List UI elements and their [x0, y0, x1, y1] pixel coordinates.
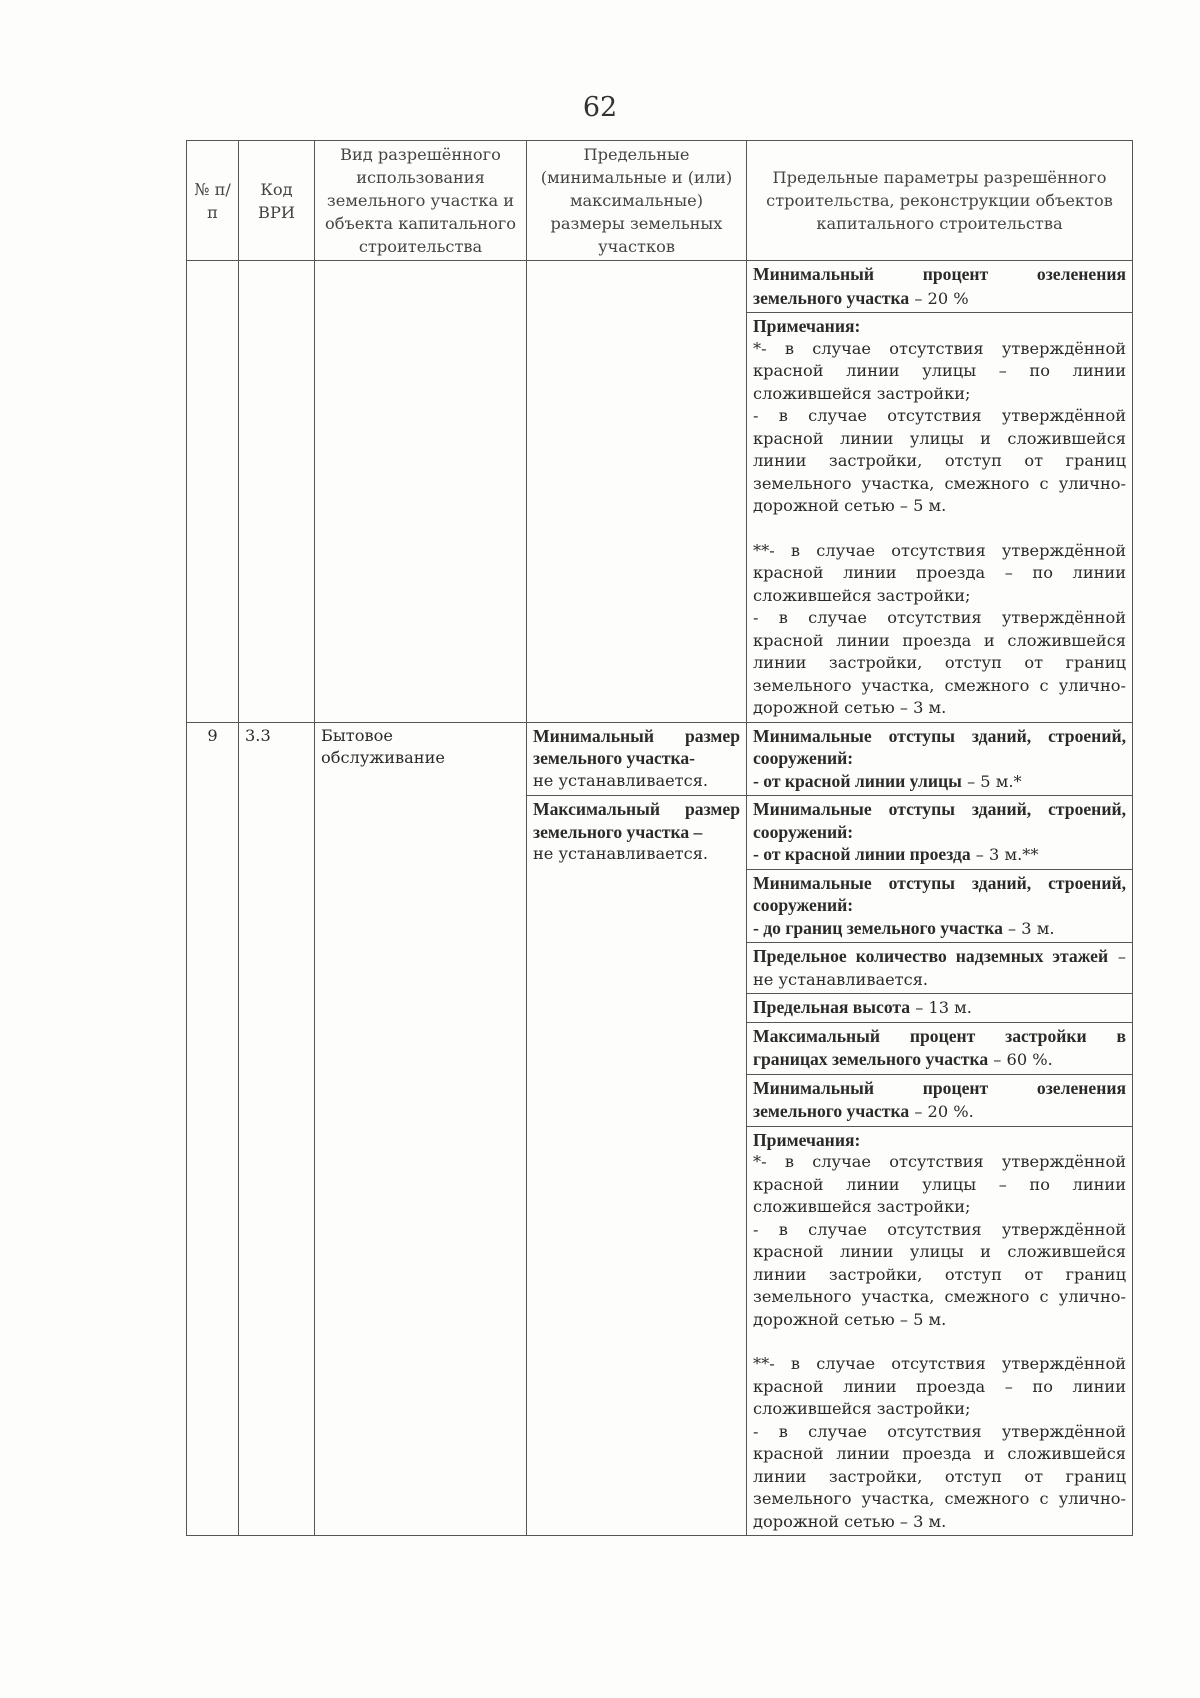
- cont-size-cell: [527, 261, 747, 723]
- note-1: *- в случае отсутствия утверждённой красной линии улицы – по линии сложившейся застройки;: [753, 338, 1126, 403]
- row9-note-2: - в случае отсутствия утверждённой красной линии улицы и сложившейся линии застройки, отступ от границ земельного участка, смежного с улично-дорожной сетью – 5 м.: [753, 1219, 1126, 1329]
- header-use-type: Вид разрешённого использования земельного участка и объекта капитального строительства: [315, 141, 527, 261]
- param-7-label: Минимальный процент озеленения земельного участка: [753, 1077, 1126, 1121]
- param-2-label: Минимальные отступы зданий, строений, сооружений:: [753, 799, 1126, 842]
- row9-param-4: [747, 943, 1133, 994]
- max-size-label: Максимальный размер земельного участка –: [533, 799, 740, 842]
- row9-notes-title: Примечания:: [753, 1129, 861, 1150]
- param-6-value: – 60 %.: [988, 1050, 1053, 1069]
- row9-use: Бытовое обслуживание: [315, 722, 527, 1536]
- param-1-label: Минимальные отступы зданий, строений, сооружений:: [753, 725, 1126, 768]
- row9-note-4: - в случае отсутствия утверждённой красной линии проезда и сложившейся линии застройки, отступ от границ земельного участка, смежного с улично-дорожной сетью – 3 м.: [753, 1421, 1126, 1531]
- row9-min-size: [527, 722, 747, 796]
- row9-param-2: [747, 796, 1133, 870]
- param-2-value: – 3 м.**: [970, 845, 1039, 864]
- param-3-label: Минимальные отступы зданий, строений, сооружений:: [753, 872, 1126, 915]
- cont-num-cell: [187, 261, 239, 723]
- row9-param-3: [747, 869, 1133, 943]
- green-value: – 20 %: [909, 288, 969, 308]
- note-2: - в случае отсутствия утверждённой красной линии улицы и сложившейся линии застройки, отступ от границ земельного участка, смежного с улично-дорожной сетью – 5 м.: [753, 406, 1126, 515]
- param-6-label: Максимальный процент застройки в границах земельного участка: [753, 1025, 1126, 1069]
- cont-code-cell: [239, 261, 315, 723]
- min-size-value: не устанавливается.: [533, 770, 709, 790]
- note-4: - в случае отсутствия утверждённой красной линии проезда и сложившейся линии застройки, отступ от границ земельного участка, смежного с улично-дорожной сетью – 3 м.: [753, 608, 1126, 717]
- param-5-value: – 13 м.: [910, 998, 972, 1017]
- header-number: № п/п: [187, 141, 239, 261]
- cont-use-cell: [315, 261, 527, 723]
- row9-param-5: [747, 994, 1133, 1023]
- table-row: [187, 261, 1133, 313]
- param-2-sub-label: - от красной линии проезда: [753, 844, 971, 864]
- max-size-value: не устанавливается.: [533, 844, 709, 863]
- param-1-value: – 5 м.*: [961, 771, 1022, 791]
- row9-note-1: *- в случае отсутствия утверждённой красной линии улицы – по линии сложившейся застройки;: [753, 1152, 1126, 1216]
- param-5-label: Предельная высота: [753, 997, 911, 1017]
- green-label: Минимальный процент озеленения земельного участка: [753, 264, 1126, 308]
- row9-note-3: **- в случае отсутствия утверждённой красной линии проезда – по линии сложившейся застройки;: [753, 1354, 1126, 1418]
- table-row: [187, 722, 1133, 796]
- notes-title: Примечания:: [753, 316, 861, 336]
- page-number: 62: [582, 92, 618, 123]
- param-3-value: – 3 м.: [1002, 918, 1055, 938]
- row9-param-7: [747, 1074, 1133, 1126]
- param-4-value: – не устанавливается.: [753, 947, 1126, 989]
- param-3-sub-label: - до границ земельного участка: [753, 917, 1003, 938]
- min-size-label: Минимальный размер земельного участка-: [533, 725, 740, 768]
- row9-code: 3.3: [239, 722, 315, 1536]
- table-header-row: [187, 141, 1133, 261]
- row9-notes-cell: [747, 1126, 1133, 1536]
- cont-notes-cell: [747, 313, 1133, 723]
- header-build-params: Предельные параметры разрешённого строительства, реконструкции объектов капитального строительства: [747, 141, 1133, 261]
- note-3: **- в случае отсутствия утверждённой красной линии проезда – по линии сложившейся застройки;: [753, 540, 1126, 605]
- row9-max-size: [527, 796, 747, 1536]
- cont-green-cell: [747, 261, 1133, 313]
- param-7-value: – 20 %.: [909, 1102, 974, 1121]
- param-1-sub-label: - от красной линии улицы: [753, 770, 962, 791]
- param-4-label: Предельное количество надземных этажей: [753, 946, 1109, 966]
- row9-num: 9: [187, 722, 239, 1536]
- header-code: Код ВРИ: [239, 141, 315, 261]
- row9-param-6: [747, 1022, 1133, 1074]
- row9-param-1: [747, 722, 1133, 796]
- zoning-table: [186, 140, 1133, 1536]
- header-plot-size: Предельные (минимальные и (или) максимальные) размеры земельных участков: [527, 141, 747, 261]
